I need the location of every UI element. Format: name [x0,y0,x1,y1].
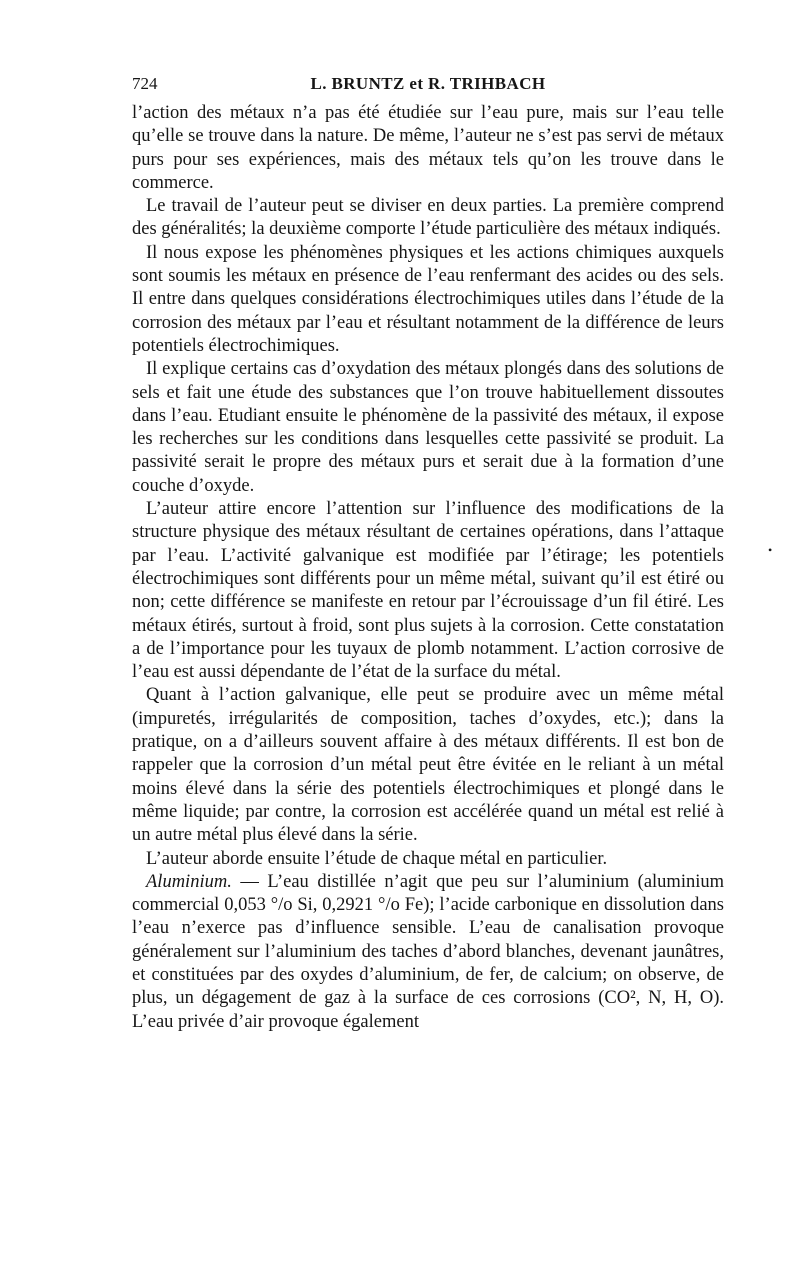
paragraph: Quant à l’action galvanique, elle peut se produire avec un même métal (impuretés, irrégularités de composition, taches d’oxydes, etc.); dans la pratique, on a d’ailleurs souvent affaire à des métaux différents. Il est bon de rappeler que la corrosion d’un métal peut être évitée en le reliant à un métal moins élevé dans la série des potentiels électrochimiques et plongé dans le même liquide; par contre, la corrosion est accélérée quand un métal est relié à un autre métal plus élevé dans la série. [132,685,724,846]
page-header [132,74,724,100]
page-number: 724 [132,74,158,93]
paragraph: Il nous expose les phénomènes physiques et les actions chimiques auxquels sont soumis les métaux en présence de l’eau renfermant des acides ou des sels. Il entre dans quelques considérations électrochimiques utiles dans l’étude de la corrosion des métaux par l’eau et résultant notamment de la différence de leurs potentiels électrochimiques. [132,242,724,356]
page-body [132,102,724,1034]
paragraph: L’auteur attire encore l’attention sur l’influence des modifications de la structure physique des métaux résultant de certaines opérations, dans l’attaque par l’eau. L’activité galvanique est modifiée par l’étirage; les potentiels électrochimiques sont différents pour un même métal, suivant qu’il est étiré ou non; cette différence se manifeste en retour par l’écrouissage d’un fil étiré. Les métaux étirés, surtout à froid, sont plus sujets à la corrosion. Cette constatation a de l’importance pour les tuyaux de plomb notamment. L’action corrosive de l’eau est aussi dépendante de l’état de la surface du métal. [132,499,724,683]
aluminium-text: — L’eau distillée n’agit que peu sur l’aluminium (aluminium commercial 0,053 °/o Si, 0,2921 °/o Fe); l’acide carbonique en dissolution dans l’eau n’exerce pas d’influence sensible. L’eau de canalisation provoque généralement sur l’aluminium des taches d’abord blanches, devenant jaunâtres, et constituées par des oxydes d’aluminium, de fer, de calcium; on observe, de plus, un dégagement de gaz à la surface de ces corrosions (CO², N, H, O). L’eau privée d’air provoque également [132,871,724,1032]
paragraph: L’auteur aborde ensuite l’étude de chaque métal en particulier. [146,848,608,869]
section-title-aluminium: Aluminium. [146,871,232,892]
margin-mark: • [768,543,773,557]
paragraph: l’action des métaux n’a pas été étudiée sur l’eau pure, mais sur l’eau telle qu’elle se trouve dans la nature. De même, l’auteur ne s’est pas servi de métaux purs pour ses expériences, mais des métaux tels qu’on les trouve dans le commerce. [132,103,724,193]
paragraph-aluminium [132,871,724,1034]
paragraph: Il explique certains cas d’oxydation des métaux plongés dans des solutions de sels et fait une étude des substances que l’on trouve habituellement dissoutes dans l’eau. Etudiant ensuite le phénomène de la passivité des métaux, il expose les recherches sur les conditions dans lesquelles cette passivité se produit. La passivité serait le propre des métaux purs et serait due à la formation d’une couche d’oxyde. [132,359,724,496]
paragraph: Le travail de l’auteur peut se diviser en deux parties. La première comprend des généralités; la deuxième comporte l’étude particulière des métaux indiqués. [132,196,724,240]
running-head: L. BRUNTZ et R. TRIHBACH [310,74,546,93]
